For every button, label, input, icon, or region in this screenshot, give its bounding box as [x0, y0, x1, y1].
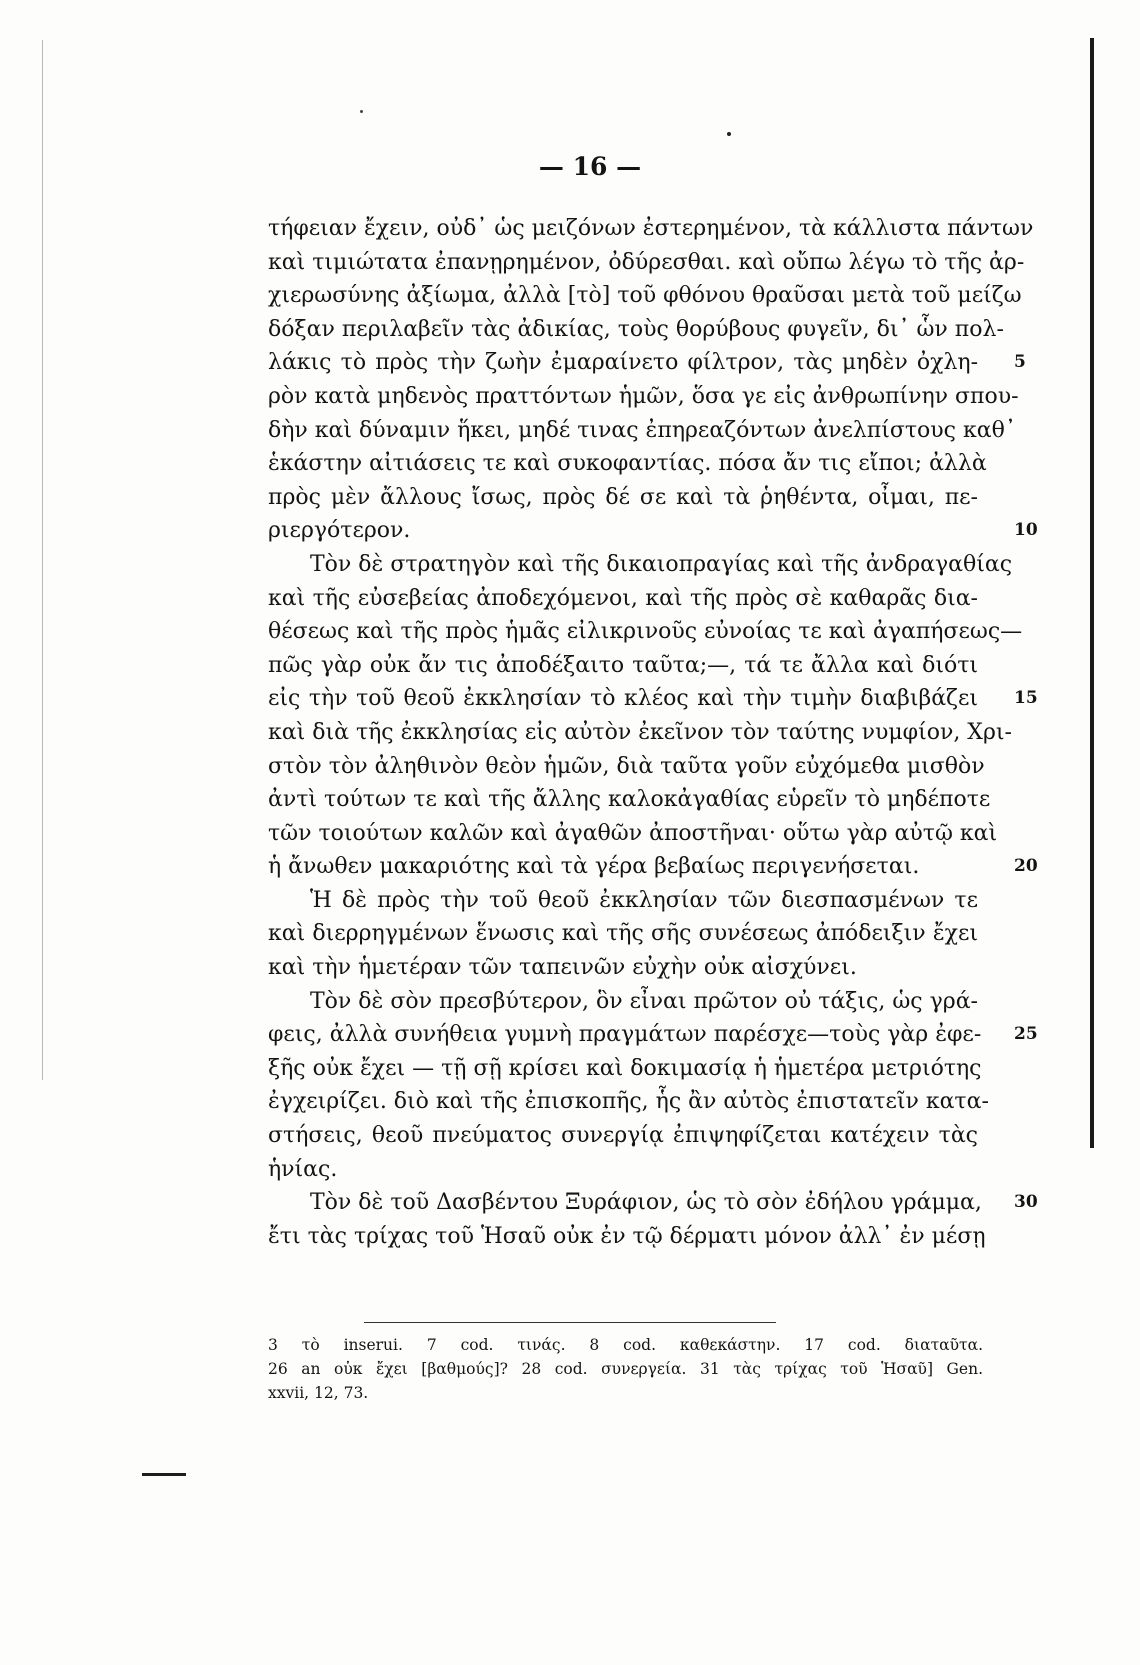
text-line — [268, 1220, 986, 1254]
line-text: θέσεως καὶ τῆς πρὸς ἡμᾶς εἰλικρινοῦς εὐνοίας τε καὶ ἀγαπήσεως— — [268, 619, 1023, 645]
text-line — [268, 985, 978, 1019]
line-text: δόξαν περιλαβεῖν τὰς ἀδικίας, τοὺς θορύβους φυγεῖν, δι᾽ ὧν πολ- — [268, 316, 1004, 342]
text-line — [268, 1085, 989, 1119]
line-text: ριεργότερον. — [268, 518, 411, 544]
line-text: ἐγχειρίζει. διὸ καὶ τῆς ἐπισκοπῆς, ἧς ἂν αὐτὸς ἐπιστατεῖν κατα- — [268, 1089, 989, 1115]
text-line — [268, 514, 1038, 548]
text-line — [268, 346, 1026, 380]
text-line — [268, 447, 987, 481]
line-text: καὶ τῆς εὐσεβείας ἀποδεχόμενοι, καὶ τῆς πρὸς σὲ καθαρᾶς δια- — [268, 585, 978, 611]
text-line — [268, 481, 978, 515]
line-text: καὶ τὴν ἡμετέραν τῶν ταπεινῶν εὐχὴν οὐκ αἰσχύνει. — [268, 955, 857, 981]
footnote-line: xxvii, 12, 73. — [268, 1384, 369, 1402]
line-text: ἀντὶ τούτων τε καὶ τῆς ἄλλης καλοκἀγαθίας εὑρεῖν τὸ μηδέποτε — [268, 787, 991, 813]
footnotes — [268, 1333, 983, 1405]
line-number: 30 — [1014, 1192, 1038, 1213]
line-text: Τὸν δὲ τοῦ Δασβέντου Ξυράφιον, ὡς τὸ σὸν ἐδήλου γράμμα, — [310, 1190, 982, 1216]
line-text: ἡ ἄνωθεν μακαριότης καὶ τὰ γέρα βεβαίως περιγενήσεται. — [268, 854, 920, 880]
line-number: 25 — [1014, 1024, 1038, 1045]
text-line — [268, 917, 978, 951]
line-text: τῶν τοιούτων καλῶν καὶ ἀγαθῶν ἀποστῆναι· οὕτω γὰρ αὐτῷ καὶ — [268, 820, 998, 846]
line-text: ἡνίας. — [268, 1156, 338, 1182]
text-line — [268, 750, 985, 784]
text-line — [268, 783, 991, 817]
line-text: ρὸν κατὰ μηδενὸς πραττόντων ἡμῶν, ὅσα γε εἰς ἀνθρωπίνην σπου- — [268, 383, 1019, 409]
line-text: καὶ τιμιώτατα ἐπανῃρημένον, ὀδύρεσθαι. καὶ οὔπω λέγω τὸ τῆς ἀρ- — [268, 249, 1025, 275]
line-text: στήσεις, θεοῦ πνεύματος συνεργίᾳ ἐπιψηφίζεται κατέχειν τὰς — [268, 1123, 978, 1149]
footnote-line: 3 τὸ inserui. 7 cod. τινάς. 8 cod. καθεκάστην. 17 cod. διαταῦτα. — [268, 1336, 983, 1354]
text-line — [268, 582, 978, 616]
line-number: 20 — [1014, 856, 1038, 877]
text-line — [268, 817, 998, 851]
text-line — [268, 615, 1023, 649]
text-line — [268, 380, 1019, 414]
scan-speck — [360, 110, 363, 113]
text-line — [268, 313, 1004, 347]
line-text: καὶ διερρηγμένων ἕνωσις καὶ τῆς σῆς συνέσεως ἀπόδειξιν ἔχει — [268, 921, 978, 947]
line-text: εἰς τὴν τοῦ θεοῦ ἐκκλησίαν τὸ κλέος καὶ τὴν τιμὴν διαβιβάζει — [268, 686, 978, 712]
line-text: τήφειαν ἔχειν, οὐδ᾽ ὡς μειζόνων ἐστερημένον, τὰ κάλλιστα πάντων — [268, 216, 1034, 241]
text-line — [268, 951, 978, 985]
text-line — [268, 1052, 982, 1086]
line-text: στὸν τὸν ἀληθινὸν θεὸν ἡμῶν, διὰ ταῦτα γοῦν εὐχόμεθα μισθὸν — [268, 753, 985, 779]
text-line — [268, 682, 1038, 716]
scan-left-edge — [42, 40, 43, 1080]
line-text: ξῆς οὐκ ἔχει — τῇ σῇ κρίσει καὶ δοκιμασίᾳ ἡ ἡμετέρα μετριότης — [268, 1055, 982, 1081]
line-text: καὶ διὰ τῆς ἐκκλησίας εἰς αὐτὸν ἐκεῖνον τὸν ταύτης νυμφίον, Χρι- — [268, 719, 1012, 745]
scan-right-edge — [1090, 38, 1094, 1148]
line-text: λάκις τὸ πρὸς τὴν ζωὴν ἐμαραίνετο φίλτρον, τὰς μηδὲν ὀχλη- — [268, 350, 978, 376]
line-text: χιερωσύνης ἀξίωμα, ἀλλὰ [τὸ] τοῦ φθόνου θραῦσαι μετὰ τοῦ μείζω — [268, 283, 1022, 309]
line-text: ἔτι τὰς τρίχας τοῦ Ἡσαῦ οὐκ ἐν τῷ δέρματι μόνον ἀλλ᾽ ἐν μέσῃ — [268, 1223, 986, 1249]
text-line — [268, 414, 1016, 448]
text-line — [268, 850, 1038, 884]
text-line — [268, 649, 978, 683]
text-line — [268, 1153, 978, 1187]
text-line — [268, 212, 1034, 246]
line-text: Τὸν δὲ στρατηγὸν καὶ τῆς δικαιοπραγίας καὶ τῆς ἀνδραγαθίας — [310, 551, 1013, 577]
line-text: δὴν καὶ δύναμιν ἥκει, μηδέ τινας ἐπηρεαζόντων ἀνελπίστους καθ᾽ — [268, 417, 1016, 443]
text-line — [268, 1018, 1038, 1052]
text-line — [268, 279, 1022, 313]
text-line — [268, 884, 978, 918]
line-text: φεις, ἀλλὰ συνήθεια γυμνὴ πραγμάτων παρέσχε—τοὺς γὰρ ἐφε- — [268, 1022, 982, 1048]
text-line — [268, 246, 1025, 280]
line-text: πῶς γὰρ οὐκ ἄν τις ἀποδέξαιτο ταῦτα;—, τά τε ἄλλα καὶ διότι — [268, 652, 978, 678]
footnote-line: 26 an οὐκ ἔχει [βαθμούς]? 28 cod. συνεργεία. 31 τὰς τρίχας τοῦ Ἡσαῦ] Gen. — [268, 1360, 983, 1378]
line-number: 5 — [1014, 352, 1026, 373]
line-text: Τὸν δὲ σὸν πρεσβύτερον, ὃν εἶναι πρῶτον οὐ τάξις, ὡς γρά- — [310, 988, 978, 1014]
page-number-header: — 16 — — [538, 152, 642, 181]
scan-mark — [142, 1473, 186, 1476]
text-line — [268, 548, 1013, 582]
text-line — [268, 1119, 978, 1153]
line-number: 15 — [1014, 688, 1038, 709]
footnote-rule — [364, 1322, 776, 1323]
text-line — [268, 1186, 1038, 1220]
line-text: Ἡ δὲ πρὸς τὴν τοῦ θεοῦ ἐκκλησίαν τῶν διεσπασμένων τε — [310, 887, 978, 913]
scan-speck — [727, 132, 731, 136]
text-line — [268, 716, 1012, 750]
line-text: ἑκάστην αἰτιάσεις τε καὶ συκοφαντίας. πόσα ἄν τις εἴποι; ἀλλὰ — [268, 451, 987, 477]
line-text: πρὸς μὲν ἄλλους ἴσως, πρὸς δέ σε καὶ τὰ ῥηθέντα, οἶμαι, πε- — [268, 484, 978, 510]
line-number: 10 — [1014, 520, 1038, 541]
main-text — [268, 212, 1038, 1253]
